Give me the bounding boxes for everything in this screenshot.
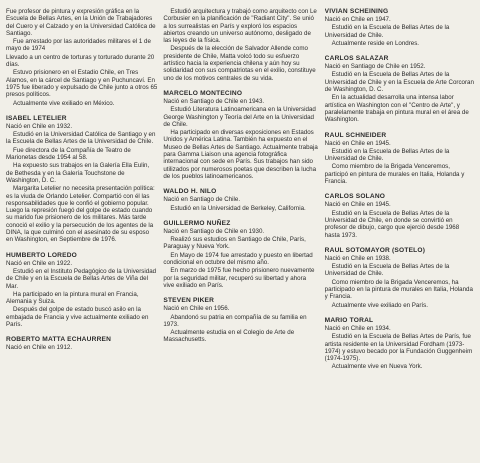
artist-entry-schneider (325, 132, 474, 186)
artist-name: MARIO TORAL (324, 316, 374, 324)
artist-name: ISABEL LETELIER (6, 114, 67, 122)
bio-paragraph: Después del golpe de estado buscó asilo en la embajada de Francia y vive actualmente exiliado en París. (6, 306, 149, 328)
artist-name: STEVEN PIKER (163, 297, 215, 305)
artist-birth: Nació en Chile en 1938. (324, 254, 391, 262)
bio-paragraph: Estudió en la Escuela de Bellas Artes de la Universidad de Chile y en la Escuela de Arte Corcoran de Washington, D. C. (324, 71, 474, 94)
artist-birth: Nació en Santiago de Chile en 1943. (163, 97, 265, 105)
bio-paragraph: Como miembro de la Brigada Venceremos, participó en pintura de murales en Italia, Holanda y Francia. (324, 163, 465, 186)
artist-entry-nilo (163, 188, 318, 212)
bio-paragraph: Ha expuesto sus trabajos en la Galería Ella Eulin, de Bethesda y en la Galería Touchstone de Washington, D. C. (6, 162, 150, 184)
artist-name: CARLOS SOLANO (324, 193, 386, 201)
artist-birth: Nació en Chile en 1956. (163, 305, 230, 313)
bio-paragraph: Estudió en la Universidad de Berkeley, California. (170, 204, 306, 212)
artist-birth: Nació en Chile en 1932. (6, 122, 73, 130)
bio-paragraph: Ha participado en diversas exposiciones en Estados Unidos y América Latina. También ha expuesto en el Museo de Bellas Artes de Santiago. Actualmente trabaja para Gamma Liaison una agencia fotográfica internacional con sede en París. Sus trabajos han sido utilizados por numerosos poetas que describen la lucha de los pueblos latinoamericanos. (163, 129, 318, 180)
bio-paragraph: Estudió en la Escuela de Bellas Artes de la Universidad de Chile. (324, 263, 450, 278)
bio-paragraph: Actualmente vive exiliado en México. (13, 99, 115, 107)
bio-paragraph: En Mayo de 1974 fue arrestado y puesto en libertad condicional en octubre del mismo año. (163, 251, 313, 267)
bio-paragraph: Abandonó su patria en compañía de su familia en 1973. (163, 313, 307, 328)
artist-entry-piker (163, 297, 318, 343)
column-right (325, 8, 474, 459)
artist-entry-scheining (325, 8, 474, 47)
bio-paragraph: Actualmente reside en Londres. (331, 39, 420, 47)
bio-paragraph: Realizó sus estudios en Santiago de Chile, París, Paraguay y Nueva York. (163, 236, 306, 251)
bio-paragraph: Llevado a un centro de torturas y torturado durante 20 días. (6, 53, 155, 69)
artist-birth: Nació en Chile en 1912. (6, 344, 73, 352)
bio-paragraph: Fue directora de la Compañía de Teatro de Marionetas desde 1954 al 58. (6, 146, 131, 162)
artist-birth: Nació en Chile en 1934. (324, 324, 391, 332)
bio-paragraph: Actualmente vive en Nueva York. (331, 363, 423, 371)
bio-paragraph: Actualmente estudia en el Colegio de Arte de Massachusetts. (163, 329, 295, 344)
artist-birth: Nació en Santiago de Chile en 1952. (324, 63, 426, 71)
bio-paragraph: Estudió en la Escuela de Bellas Artes de la Universidad de Chile, en donde se convirtió en profesor de dibujo, cargo que ejerció desde 1968 hasta 1973. (324, 209, 460, 239)
bio-paragraph: Estudió en la Escuela de Bellas Artes de París, fue artista residente en la Universidad Fordham (1973-1974) y estuvo becado por la Fundación Guggenheim (1974-1975). (324, 333, 473, 363)
bio-continuation (6, 8, 157, 107)
bio-paragraph: Estudió arquitectura y trabajó como arquitecto con Le Corbusier en la planificación de "Radiant City". Se unió a los surrealistas en París y exploró los espacios abiertos creando un universo autónomo, desligado de las leyes de la física. (163, 8, 317, 45)
artist-birth: Nació en Chile en 1947. (324, 16, 391, 23)
artist-entry-nunez (163, 220, 318, 289)
bio-paragraph: Estudió Literatura Latinoamericana en la Universidad George Washington y Teoría del Arte en la Universidad de Chile. (163, 106, 316, 128)
bio-paragraph: Fue arrestado por las autoridades militares el 1 de mayo de 1974 (6, 38, 151, 53)
artist-name: CARLOS SALAZAR (324, 55, 389, 63)
artist-name: RAUL SOTOMAYOR (SOTELO) (324, 246, 426, 254)
artist-entry-toral (325, 317, 474, 371)
bio-paragraph: Fue profesor de pintura y expresión gráfica en la Escuela de Bellas Artes, en la Unión de Trabajadores del Cuero y el Calzado y en la Universidad Católica de Santiago. (6, 8, 156, 37)
bio-paragraph: Estuvo prisionero en el Estadio Chile, en Tres Alamos, en la cárcel de Santiago y en Puchuncaví. En 1975 fue liberado y expulsado de Chile junto a otros 65 presos políticos. (6, 69, 158, 99)
bio-paragraph: Actualmente vive exiliado en París. (331, 301, 428, 309)
artist-name: VIVIAN SCHEINING (324, 8, 389, 15)
artist-name: GUILLERMO NUÑEZ (163, 219, 231, 227)
bio-paragraph: Estudió en la Escuela de Bellas Artes de la Universidad de Chile. (324, 147, 450, 163)
artist-name: RAUL SCHNEIDER (324, 131, 387, 139)
bio-paragraph: Estudió en la Universidad Católica de Santiago y en la Escuela de Bellas Artes de la Universidad de Chile. (6, 131, 156, 146)
artist-name: WALDO H. NILO (163, 188, 217, 196)
artist-name: HUMBERTO LOREDO (6, 251, 78, 259)
bio-continuation (163, 8, 318, 82)
bio-paragraph: En marzo de 1975 fue hecho prisionero nuevamente por la seguridad militar, recuperó su libertad y ahora vive exiliado en París. (163, 267, 315, 289)
artist-birth: Nació en Santiago de Chile en 1930. (163, 227, 265, 235)
artist-entry-salazar (325, 55, 474, 123)
column-left (6, 8, 157, 459)
bio-paragraph: Ha participado en la pintura mural en Francia, Alemania y Suiza. (6, 290, 139, 306)
column-middle (163, 8, 318, 459)
bio-paragraph: Margarita Letelier no necesita presentación política: es la viuda de Orlando Letelier. Compartió con él las responsabilidades que le confió el gobierno popular. Luego la represión fuegó del golpe de estado cuando su marido fue prisionero de los militares. Más tarde conoció el exilio y la persecución de los agentes de la DINA, la que culminó con el asesinato de su esposo en Washington, en Septiembre de 1976. (6, 185, 155, 244)
artist-entry-solano (325, 193, 474, 238)
bio-paragraph: Estudió en la Escuela de Bellas Artes de la Universidad de Chile. (324, 24, 450, 39)
artist-birth: Nació en Chile en 1945. (324, 201, 391, 209)
artist-entry-matta (6, 336, 157, 351)
artist-birth: Nació en Chile en 1922. (6, 259, 73, 267)
bio-paragraph: Después de la elección de Salvador Allende como presidente de Chile, Matta volcó todo su esfuerzo artístico hacia la experiencia chilena y aún hoy su solidaridad con sus compatriotas en el exilio, constituye uno de los motivos centrales de su vida. (163, 45, 316, 82)
bio-paragraph: Como miembro de la Brigada Venceremos, ha participado en la pintura de murales en Italia, Holanda y Francia. (324, 278, 473, 301)
artist-entry-letelier (6, 115, 157, 244)
artist-name: MARCELO MONTECINO (163, 89, 243, 97)
artist-name: ROBERTO MATTA ECHAURREN (6, 336, 112, 344)
artist-entry-loredo (6, 252, 157, 329)
artist-birth: Nació en Santiago de Chile. (163, 196, 241, 204)
artist-birth: Nació en Chile en 1945. (324, 139, 391, 147)
bio-paragraph: En la actualidad desarrolla una intensa labor artística en Washington con el "Centro de Arte", y paralelamente trabaja en pintura mural en el área de Washington. (324, 94, 469, 124)
bio-paragraph: Estudió en el Instituto Pedagógico de la Universidad de Chile y en la Escuela de Bellas Artes de Viña del Mar. (6, 267, 157, 290)
artist-entry-sotomayor (325, 247, 474, 309)
artist-entry-montecino (163, 90, 318, 180)
